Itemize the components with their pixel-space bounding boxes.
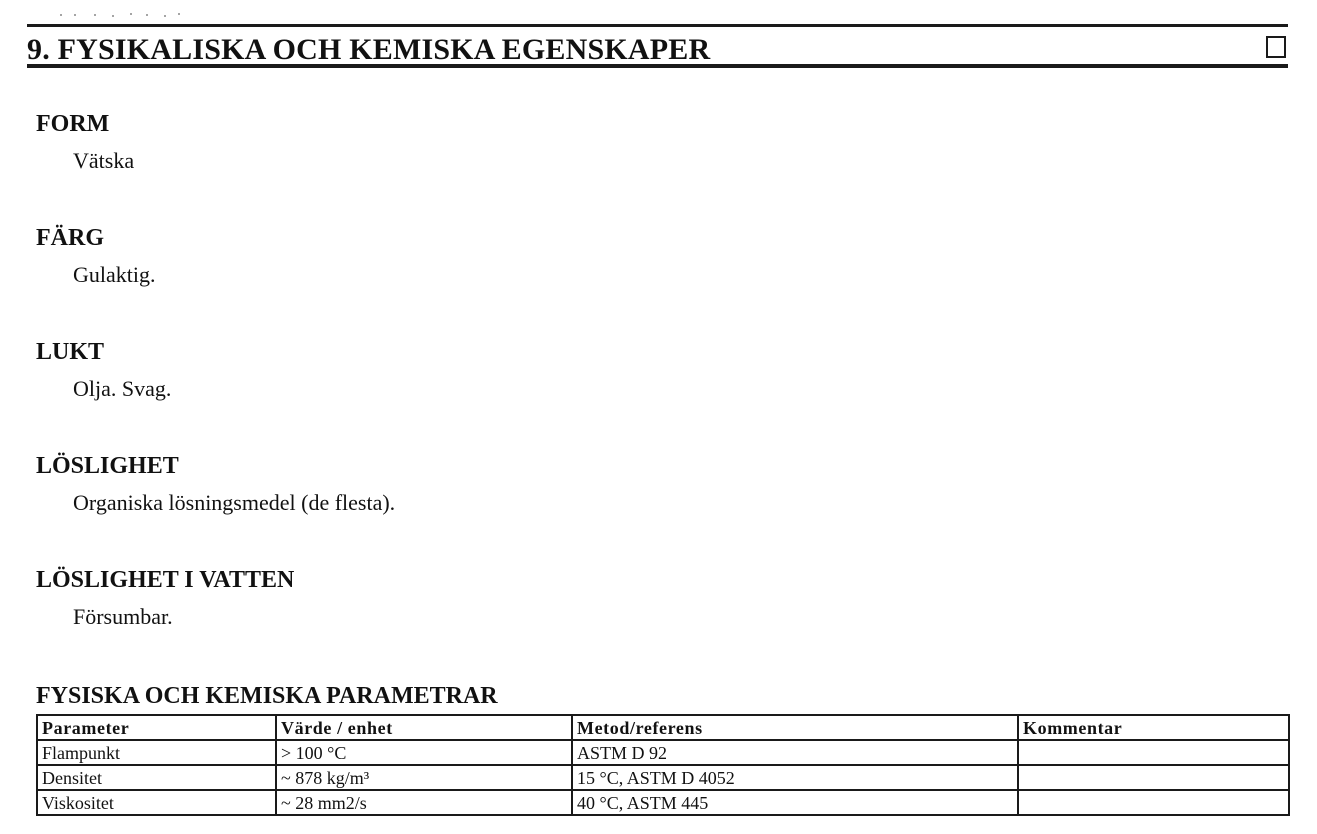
property-water-solubility xyxy=(36,566,294,630)
table-row xyxy=(37,765,1289,790)
parameters-table xyxy=(36,714,1290,816)
column-header-comment: Kommentar xyxy=(1018,715,1289,740)
property-color xyxy=(36,224,156,288)
property-value: Försumbar. xyxy=(73,604,173,629)
table-cell: Viskositet xyxy=(37,790,276,815)
table-cell xyxy=(1018,765,1289,790)
table-cell: 15 °C, ASTM D 4052 xyxy=(572,765,1018,790)
column-header-value: Värde / enhet xyxy=(276,715,572,740)
section-header xyxy=(27,24,1288,68)
column-header-parameter: Parameter xyxy=(37,715,276,740)
table-row xyxy=(37,740,1289,765)
property-value: Gulaktig. xyxy=(73,262,156,287)
section-title: 9. FYSIKALISKA OCH KEMISKA EGENSKAPER xyxy=(27,33,711,66)
property-form xyxy=(36,110,134,174)
property-value: Vätska xyxy=(73,148,135,173)
table-cell: ~ 28 mm2/s xyxy=(276,790,572,815)
table-header-row xyxy=(37,715,1289,740)
property-value: Organiska lösningsmedel (de flesta). xyxy=(73,490,396,515)
property-heading: FÄRG xyxy=(36,225,104,251)
table-cell: > 100 °C xyxy=(276,740,572,765)
property-solubility xyxy=(36,452,395,516)
table-cell xyxy=(1018,790,1289,815)
property-heading: LÖSLIGHET xyxy=(36,453,179,479)
property-heading: LÖSLIGHET I VATTEN xyxy=(36,567,295,593)
table-cell: Densitet xyxy=(37,765,276,790)
table-cell: Flampunkt xyxy=(37,740,276,765)
table-cell: ASTM D 92 xyxy=(572,740,1018,765)
table-cell: ~ 878 kg/m³ xyxy=(276,765,572,790)
table-cell: 40 °C, ASTM 445 xyxy=(572,790,1018,815)
scan-artifacts xyxy=(60,12,190,18)
property-odor xyxy=(36,338,171,402)
column-header-method: Metod/referens xyxy=(572,715,1018,740)
section-checkbox[interactable] xyxy=(1266,36,1286,58)
table-row xyxy=(37,790,1289,815)
parameters-title: FYSISKA OCH KEMISKA PARAMETRAR xyxy=(36,683,498,709)
property-heading: LUKT xyxy=(36,339,105,365)
property-heading: FORM xyxy=(36,111,110,137)
property-value: Olja. Svag. xyxy=(73,376,172,401)
table-cell xyxy=(1018,740,1289,765)
